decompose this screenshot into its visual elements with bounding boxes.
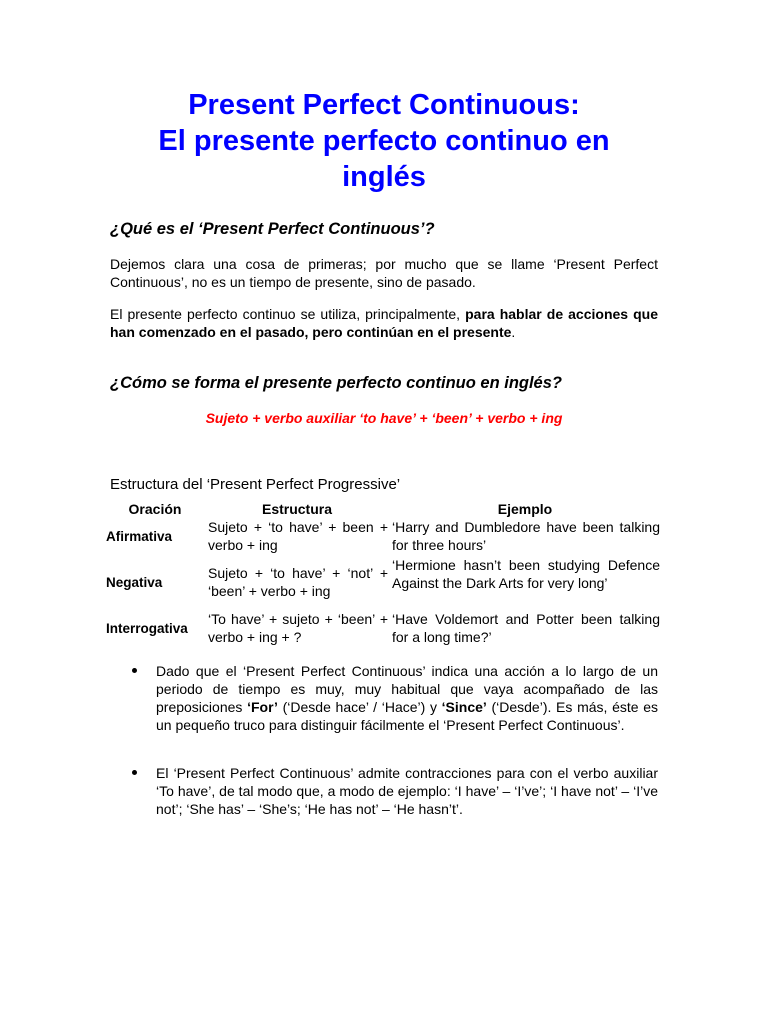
row-example-negativa: ‘Hermione hasn’t been studying Defence Against the Dark Arts for very long’ [392,557,660,591]
bullet-1-since: ‘Since’ [441,699,487,715]
row-example-afirmativa: ‘Harry and Dumbledore have been talking for three hours’ [392,519,660,553]
bullet-item-prepositions [132,662,658,734]
row-structure-afirmativa: Sujeto + ‘to have’ + been + verbo + ing [208,519,388,553]
row-example-interrogativa: ‘Have Voldemort and Potter been talking for a long time?’ [392,611,660,645]
title-line-1: Present Perfect Continuous: [188,89,580,121]
row-label-negativa: Negativa [106,575,163,590]
bullet-dot-icon [132,770,137,775]
row-label-interrogativa: Interrogativa [106,621,188,636]
bullet-1-for: ‘For’ [247,699,278,715]
title-line-3: inglés [342,161,426,193]
usage-paragraph [110,305,658,341]
bullet-text-contractions: El ‘Present Perfect Continuous’ admite contracciones para con el verbo auxiliar ‘To have’, de tal modo que, a modo de ejemplo: ‘I have’ – ‘I’ve’; ‘I have not’ – ‘I’ve not’; ‘She has’ – ‘She’s; ‘He has not’ – ‘He hasn’t’. [156,765,658,817]
title-line-2: El presente perfecto continuo en [158,125,610,157]
page-title [100,87,668,195]
structure-formula: Sujeto + verbo auxiliar ‘to have’ + ‘been’ + verbo + ing [205,410,563,426]
usage-text: El presente perfecto continuo se utiliza, principalmente, [110,306,466,322]
table-title: Estructura del ‘Present Perfect Progressive’ [110,476,401,493]
bullet-text-prepositions [156,662,658,734]
header-ejemplo: Ejemplo [497,501,553,517]
row-label-afirmativa: Afirmativa [106,529,173,544]
header-estructura: Estructura [261,501,333,517]
row-structure-negativa: Sujeto + ‘to have’ + ‘not’ + ‘been’ + verbo + ing [208,565,388,599]
bullet-1-part-2: (‘Desde hace’ / ‘Hace’) y [277,699,442,715]
section-heading-what-is: ¿Qué es el ‘Present Perfect Continuous’? [110,220,435,238]
bullet-dot-icon [132,668,137,673]
row-structure-interrogativa: ‘To have’ + sujeto + ‘been’ + verbo + ing + ? [208,611,388,645]
bullet-1-part-1: Dado que el ‘Present Perfect Continuous’ indica una acción a lo largo de un periodo de tiempo es muy, muy habitual que vaya acompañado de las preposiciones [156,663,658,715]
usage-bold-text: para hablar de acciones que han comenzado en el pasado, pero continúan en el presente [110,306,658,340]
section-heading-how-to-form: ¿Cómo se forma el presente perfecto continuo en inglés? [110,374,562,392]
usage-end: . [511,324,516,340]
header-oracion: Oración [128,501,182,517]
bullet-item-contractions [132,764,658,818]
bullet-1-part-3: (‘Desde’). Es más, éste es un pequeño truco para distinguir fácilmente el ‘Present Perfect Continuous’. [156,699,659,733]
intro-paragraph: Dejemos clara una cosa de primeras; por mucho que se llame ‘Present Perfect Continuous’, no es un tiempo de presente, sino de pasado. [110,256,658,290]
